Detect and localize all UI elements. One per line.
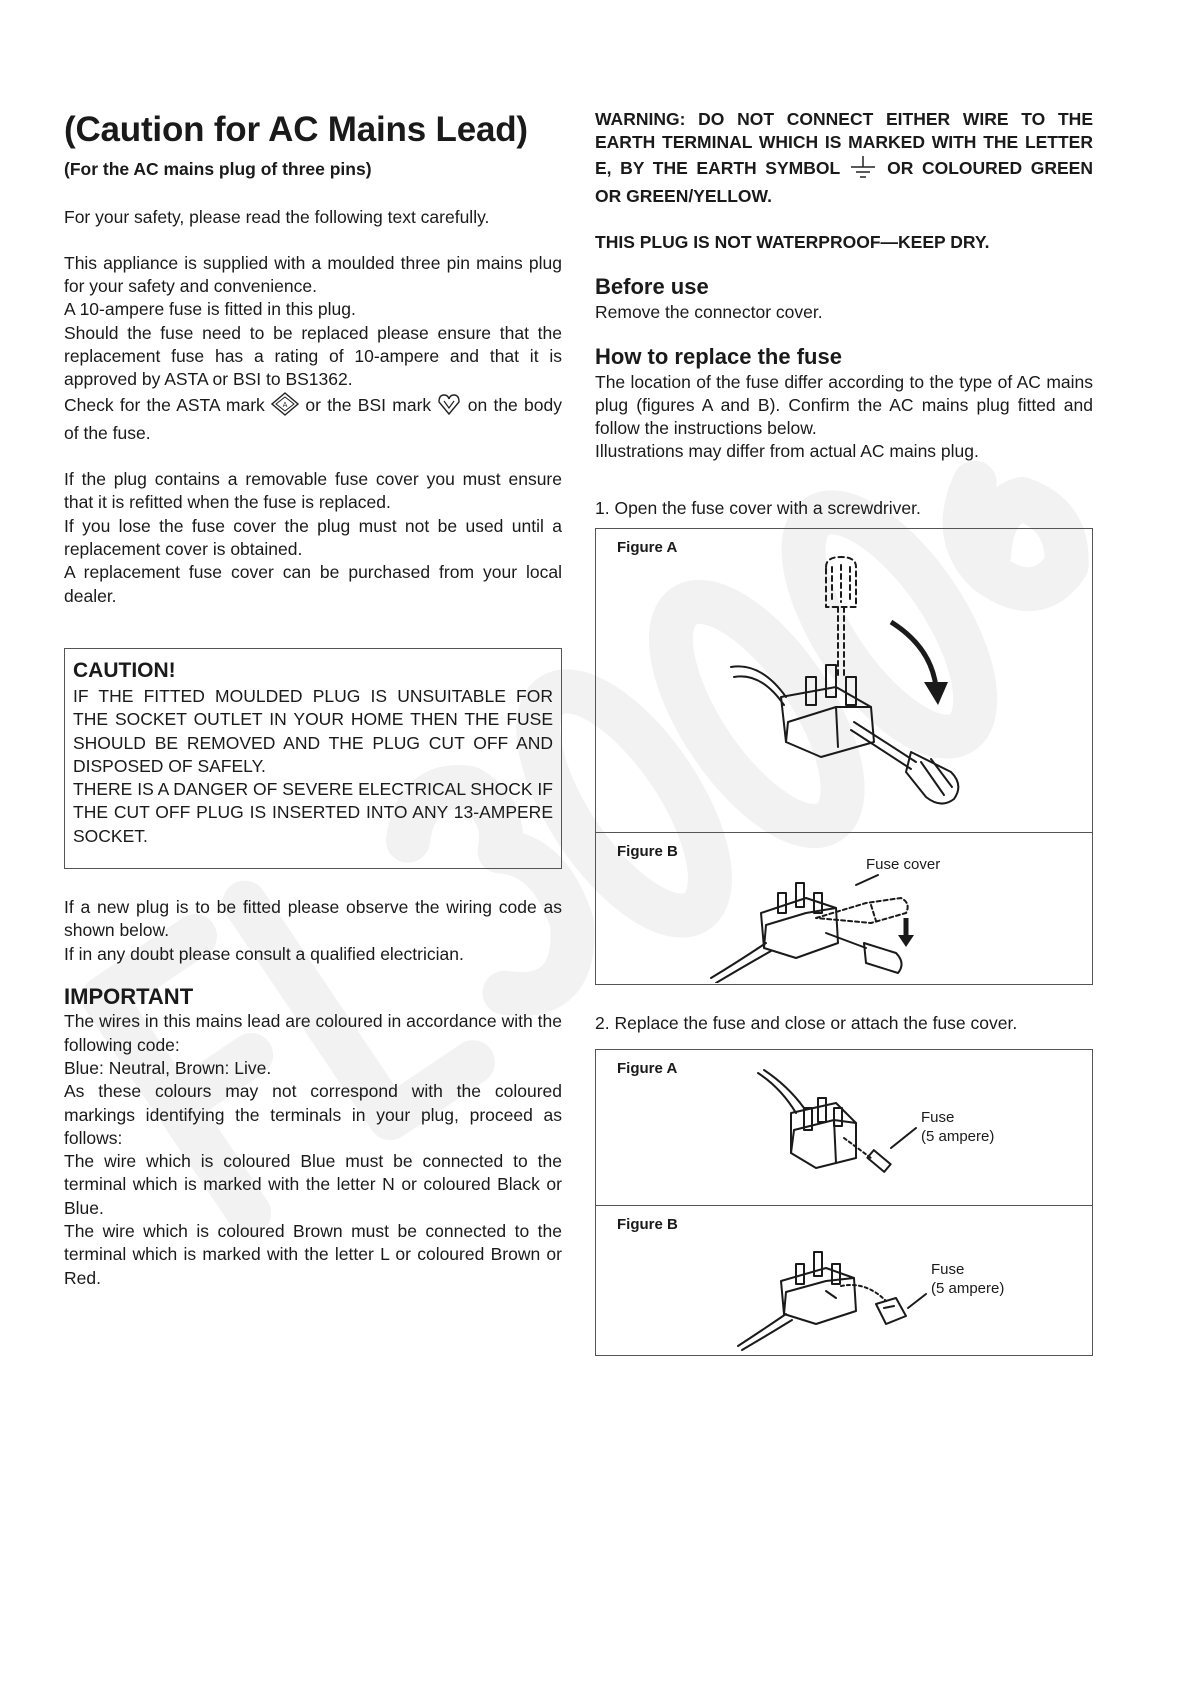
- new-plug-paragraph: [64, 896, 562, 966]
- check-text-c: on the body of the fuse.: [64, 394, 562, 443]
- right-column: [595, 108, 1093, 1356]
- before-use-title: Before use: [595, 274, 709, 300]
- fuse-label: [931, 1260, 1004, 1298]
- replace-fuse-text-2: Illustrations may differ from actual AC mains plug.: [595, 441, 979, 462]
- caution-text-2: THERE IS A DANGER OF SEVERE ELECTRICAL SHOCK IF THE CUT OFF PLUG IS INSERTED INTO ANY 13-AMPERE SOCKET.: [73, 779, 553, 846]
- svg-text:A: A: [282, 400, 288, 409]
- plug-fuse-cover-illustration: [706, 863, 936, 983]
- fuse-cover-label: Fuse cover: [866, 855, 941, 873]
- important-text-1: The wires in this mains lead are coloured in accordance with the following code:: [64, 1011, 562, 1055]
- earth-warning-text-a: WARNING: DO NOT CONNECT EITHER WIRE TO THE EARTH TERMINAL WHICH IS MARKED WITH THE LETTER E, BY THE EARTH SYMBOL: [595, 109, 1093, 178]
- fuse-label-name: Fuse: [921, 1108, 955, 1126]
- fuse-text-3: Should the fuse need to be replaced please ensure that the replacement fuse has a rating of 10-ampere and that it is approved by ASTA or BSI to BS1362.: [64, 322, 562, 390]
- caution-title: CAUTION!: [73, 658, 176, 682]
- new-plug-text-2: If in any doubt please consult a qualified electrician.: [64, 943, 464, 964]
- important-title: IMPORTANT: [64, 983, 194, 1009]
- replace-fuse-text-1: The location of the fuse differ according to the type of AC mains plug (figures A and B). Confirm the AC mains plug fitted and follow the instructions below.: [595, 371, 1093, 439]
- figure-b-label: Figure B: [617, 842, 678, 860]
- earth-warning: [595, 108, 1093, 208]
- new-plug-text-1: If a new plug is to be fitted please observe the wiring code as shown below.: [64, 897, 562, 941]
- fuse-check-text: [64, 392, 562, 446]
- step-2-figure-b: [596, 1205, 1092, 1355]
- earth-warning-text-b: OR COLOURED GREEN OR GREEN/YELLOW.: [595, 157, 1093, 206]
- fuse-text-2: A 10-ampere fuse is fitted in this plug.: [64, 299, 356, 320]
- fuse-label-name: Fuse: [931, 1260, 965, 1278]
- waterproof-warning: THIS PLUG IS NOT WATERPROOF—KEEP DRY.: [595, 232, 990, 253]
- important-text-3: As these colours may not correspond with the coloured markings identifying the terminals in your plug, proceed as follows:: [64, 1081, 562, 1148]
- fuse-label: [921, 1108, 994, 1146]
- before-use-section: [595, 274, 1093, 324]
- step-1-figure-a: [596, 529, 1092, 832]
- figure-a-label: Figure A: [617, 1059, 678, 1077]
- step-2-figures: [595, 1049, 1093, 1356]
- step-2-text: 2. Replace the fuse and close or attach the fuse cover.: [595, 1012, 1018, 1033]
- step-2-figure-a: [596, 1050, 1092, 1205]
- step-1-text: 1. Open the fuse cover with a screwdriver.: [595, 497, 921, 518]
- step-1-figures: [595, 528, 1093, 985]
- left-column: [64, 108, 562, 1290]
- fuse-cover-paragraph: [64, 468, 562, 608]
- fuse-text-1: This appliance is supplied with a moulded three pin mains plug for your safety and convenience.: [64, 252, 562, 297]
- caution-text-1: IF THE FITTED MOULDED PLUG IS UNSUITABLE FOR THE SOCKET OUTLET IN YOUR HOME THEN THE FUSE SHOULD BE REMOVED AND THE PLUG CUT OFF AND DISPOSED OF SAFELY.: [73, 685, 553, 776]
- before-use-text: Remove the connector cover.: [595, 301, 823, 322]
- replace-fuse-title: How to replace the fuse: [595, 344, 842, 370]
- figure-b-label: Figure B: [617, 1215, 678, 1233]
- page-title: (Caution for AC Mains Lead): [64, 110, 528, 149]
- important-text-2: Blue: Neutral, Brown: Live.: [64, 1057, 272, 1078]
- fuse-label-rating: (5 ampere): [921, 1127, 995, 1145]
- bsi-kitemark-icon: [437, 392, 461, 422]
- fuse-paragraph: [64, 252, 562, 445]
- plug-fuse-illustration-b: [736, 1226, 936, 1351]
- intro-text: For your safety, please read the following text carefully.: [64, 206, 490, 227]
- check-text-b: or the BSI mark: [305, 394, 432, 415]
- plug-fuse-illustration-a: [756, 1068, 926, 1193]
- step-1-figure-b: [596, 832, 1092, 984]
- asta-mark-icon: [271, 392, 299, 422]
- fuse-cover-text-1: If the plug contains a removable fuse cover you must ensure that it is refitted when the fuse is replaced.: [64, 469, 562, 513]
- plug-screwdriver-illustration: [726, 547, 966, 827]
- replace-fuse-section: [595, 344, 1093, 464]
- caution-box: [64, 648, 562, 869]
- earth-symbol-icon: [848, 155, 878, 185]
- important-section: [64, 984, 562, 1290]
- fuse-cover-text-2: If you lose the fuse cover the plug must not be used until a replacement cover is obtained.: [64, 515, 562, 560]
- page-subtitle: (For the AC mains plug of three pins): [64, 158, 372, 179]
- fuse-cover-text-3: A replacement fuse cover can be purchased from your local dealer.: [64, 562, 562, 606]
- important-text-4: The wire which is coloured Blue must be connected to the terminal which is marked with the letter N or coloured Black or Blue.: [64, 1151, 562, 1218]
- check-text-a: Check for the ASTA mark: [64, 394, 265, 415]
- important-text-5: The wire which is coloured Brown must be connected to the terminal which is marked with the letter L or coloured Brown or Red.: [64, 1220, 562, 1288]
- figure-a-label: Figure A: [617, 538, 678, 556]
- fuse-label-rating: (5 ampere): [931, 1279, 1005, 1297]
